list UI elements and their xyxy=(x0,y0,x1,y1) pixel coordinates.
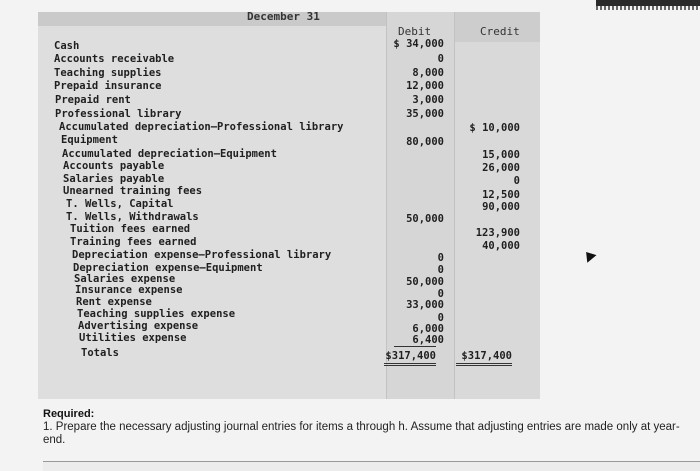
account-name: Salaries payable xyxy=(63,173,165,185)
mouse-pointer-icon xyxy=(582,248,597,263)
account-name: Prepaid rent xyxy=(55,94,131,106)
debit-value: 0 xyxy=(437,264,444,276)
column-divider xyxy=(454,12,455,399)
account-name: Teaching supplies expense xyxy=(77,308,236,320)
credit-value: 26,000 xyxy=(482,162,520,174)
debit-value: 80,000 xyxy=(406,136,444,148)
debit-value: 12,000 xyxy=(406,80,444,92)
debit-value: 50,000 xyxy=(406,276,444,288)
debit-value: 0 xyxy=(437,312,444,324)
account-name: Insurance expense xyxy=(75,284,183,296)
account-name: Professional library xyxy=(55,108,182,120)
account-name: Rent expense xyxy=(76,296,152,308)
debit-value: 6,000 xyxy=(412,323,444,335)
credit-total: $317,400 xyxy=(461,350,512,362)
sheet-header-band xyxy=(38,12,386,26)
account-name: Accumulated depreciation—Equipment xyxy=(62,148,277,160)
account-name: Accounts receivable xyxy=(54,53,175,65)
sheet-title: December 31 xyxy=(247,10,320,23)
debit-total-double-underline xyxy=(384,363,436,366)
debit-value: 33,000 xyxy=(406,299,444,311)
debit-value: 6,400 xyxy=(412,334,444,346)
account-name: Equipment xyxy=(61,134,118,146)
debit-value: 0 xyxy=(437,53,444,65)
account-name: Depreciation expense—Equipment xyxy=(73,262,263,274)
account-name: Tuition fees earned xyxy=(70,223,191,235)
debit-value: 0 xyxy=(437,252,444,264)
totals-label: Totals xyxy=(81,347,119,359)
credit-value: 90,000 xyxy=(482,201,520,213)
account-name: Unearned training fees xyxy=(63,185,203,197)
account-name: T. Wells, Capital xyxy=(66,198,174,210)
debit-subtotal-line xyxy=(394,346,436,347)
account-name: Prepaid insurance xyxy=(54,80,162,92)
account-name: Salaries expense xyxy=(74,273,176,285)
debit-value: 3,000 xyxy=(412,94,444,106)
account-name: Accumulated depreciation—Professional library xyxy=(59,121,344,133)
debit-value: $ 34,000 xyxy=(393,38,444,50)
account-name: Advertising expense xyxy=(78,320,199,332)
credit-value: $ 10,000 xyxy=(469,122,520,134)
account-name: Depreciation expense—Professional library xyxy=(72,249,332,261)
account-name: Teaching supplies xyxy=(54,67,162,79)
credit-value: 0 xyxy=(513,175,520,187)
debit-header: Debit xyxy=(398,25,432,38)
required-instructions: 1. Prepare the necessary adjusting journal entries for items a through h. Assume that adjusting entries are made only at year-end. xyxy=(43,421,680,446)
credit-value: 123,900 xyxy=(475,227,520,239)
debit-value: 8,000 xyxy=(412,67,444,79)
debit-value: 35,000 xyxy=(406,108,444,120)
required-label: Required: xyxy=(43,408,95,420)
account-name: Cash xyxy=(54,40,80,52)
debit-total: $317,400 xyxy=(385,350,436,362)
credit-header: Credit xyxy=(480,25,520,38)
screen-top-dots xyxy=(596,6,700,10)
account-name: Accounts payable xyxy=(63,160,165,172)
account-name: T. Wells, Withdrawals xyxy=(66,211,199,223)
debit-value: 0 xyxy=(437,288,444,300)
account-name: Utilities expense xyxy=(79,332,187,344)
credit-value: 15,000 xyxy=(482,149,520,161)
credit-value: 12,500 xyxy=(482,189,520,201)
debit-value: 50,000 xyxy=(406,213,444,225)
account-name: Training fees earned xyxy=(70,236,197,248)
credit-value: 40,000 xyxy=(482,240,520,252)
credit-total-double-underline xyxy=(456,363,512,366)
